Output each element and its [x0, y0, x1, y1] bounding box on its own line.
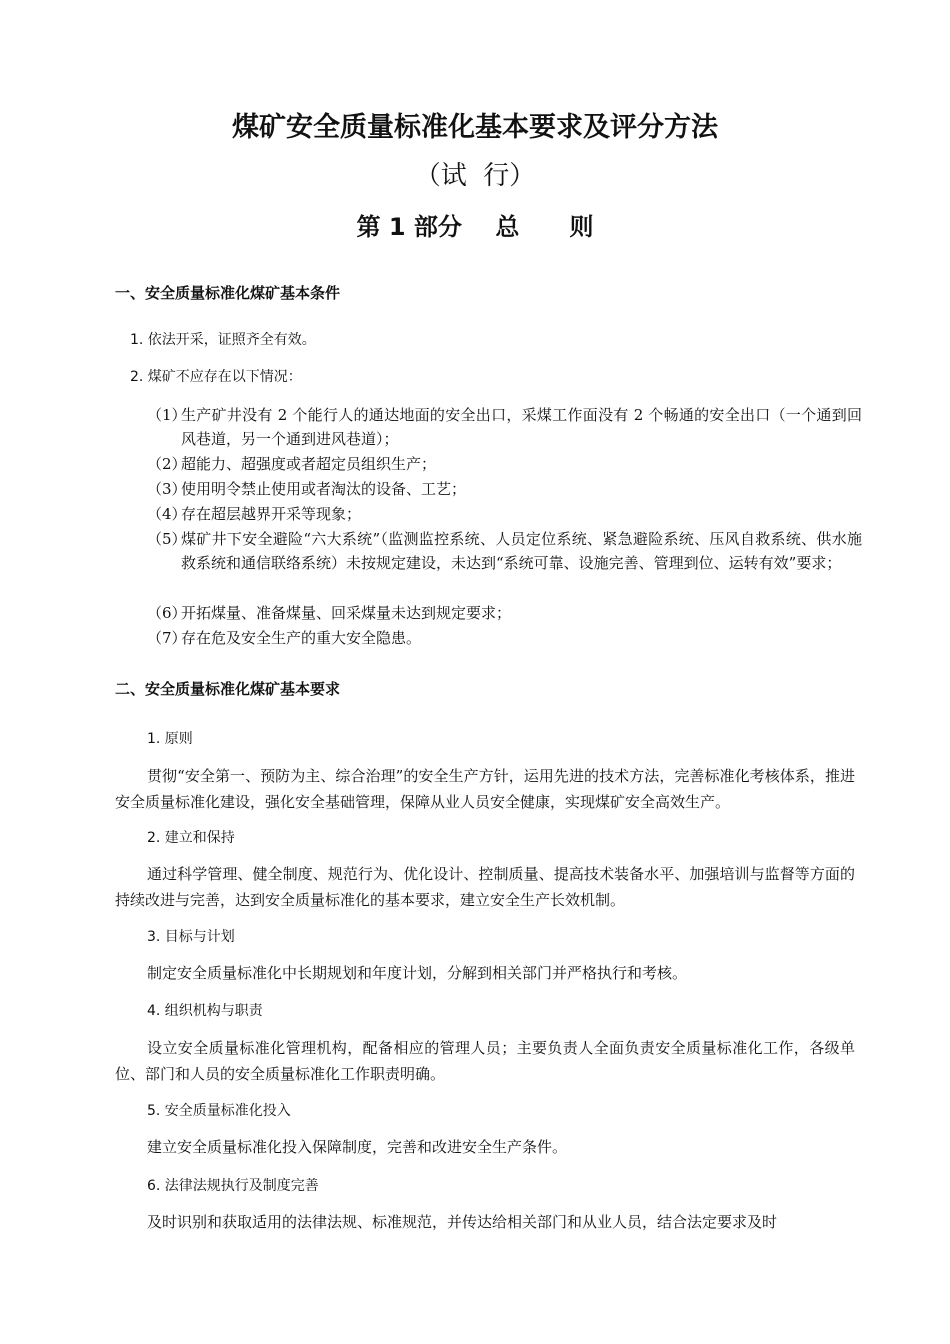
- section-heading: 二、安全质量标准化煤矿基本要求: [115, 680, 341, 698]
- document-title: 煤矿安全质量标准化基本要求及评分方法: [232, 112, 718, 143]
- condition-item: [147, 403, 862, 451]
- subsection-paragraph: 贯彻“安全第一、预防为主、综合治理”的安全生产方针，运用先进的技术方法，完善标准化考核体系，推进安全质量标准化建设，强化安全基础管理，保障从业人员安全健康，实现煤矿安全高效生产。: [115, 767, 855, 811]
- subsection-heading: 1. 原则: [147, 731, 193, 747]
- condition-number: （7）: [147, 629, 187, 647]
- part-title: 第 1 部分 总 则: [356, 213, 594, 241]
- condition-item: [147, 601, 862, 625]
- document-subtitle: （试 行）: [414, 161, 536, 191]
- subsection-heading: 6. 法律法规执行及制度完善: [147, 1178, 319, 1194]
- condition-number: （1）: [147, 406, 187, 424]
- condition-text: 煤矿井下安全避险“六大系统”（监测监控系统、人员定位系统、紧急避险系统、压风自救系统、供水施救系统和通信联络系统）未按规定建设，未达到“系统可靠、设施完善、管理到位、运转有效”要求；: [181, 530, 862, 572]
- condition-item: [147, 477, 862, 501]
- subsection-paragraph: 制定安全质量标准化中长期规划和年度计划，分解到相关部门并严格执行和考核。: [147, 964, 688, 982]
- condition-number: （5）: [147, 530, 187, 548]
- subsection-heading: 3. 目标与计划: [147, 929, 235, 945]
- condition-number: （3）: [147, 480, 187, 498]
- section-item: 1. 依法开采，证照齐全有效。: [130, 332, 316, 348]
- section-item: 2. 煤矿不应存在以下情况：: [130, 369, 302, 385]
- subsection-paragraph: 建立安全质量标准化投入保障制度，完善和改进安全生产条件。: [147, 1138, 568, 1156]
- condition-number: （4）: [147, 505, 187, 523]
- condition-text: 存在危及安全生产的重大安全隐患。: [181, 629, 422, 647]
- condition-text: 开拓煤量、准备煤量、回采煤量未达到规定要求；: [181, 604, 512, 622]
- condition-text: 存在超层越界开采等现象；: [181, 505, 362, 523]
- subsection-paragraph: 设立安全质量标准化管理机构，配备相应的管理人员；主要负责人全面负责安全质量标准化工作，各级单位、部门和人员的安全质量标准化工作职责明确。: [115, 1039, 855, 1083]
- condition-text: 超能力、超强度或者超定员组织生产；: [181, 455, 437, 473]
- subsection-heading: 5. 安全质量标准化投入: [147, 1103, 291, 1119]
- condition-number: （2）: [147, 455, 187, 473]
- subsection-paragraph: 及时识别和获取适用的法律法规、标准规范，并传达给相关部门和从业人员，结合法定要求及时: [147, 1213, 778, 1231]
- condition-number: （6）: [147, 604, 187, 622]
- condition-item: [147, 452, 862, 476]
- condition-item: [147, 626, 862, 650]
- condition-text: 使用明令禁止使用或者淘汰的设备、工艺；: [181, 480, 467, 498]
- condition-item: [147, 502, 862, 526]
- section-heading: 一、安全质量标准化煤矿基本条件: [115, 284, 341, 302]
- subsection-heading: 2. 建立和保持: [147, 830, 235, 846]
- condition-item: [147, 527, 862, 575]
- subsection-heading: 4. 组织机构与职责: [147, 1003, 263, 1019]
- subsection-paragraph: 通过科学管理、健全制度、规范行为、优化设计、控制质量、提高技术装备水平、加强培训与监督等方面的持续改进与完善，达到安全质量标准化的基本要求，建立安全生产长效机制。: [115, 865, 855, 909]
- condition-text: 生产矿井没有 2 个能行人的通达地面的安全出口，采煤工作面没有 2 个畅通的安全出口（一个通到回风巷道，另一个通到进风巷道）；: [181, 406, 862, 448]
